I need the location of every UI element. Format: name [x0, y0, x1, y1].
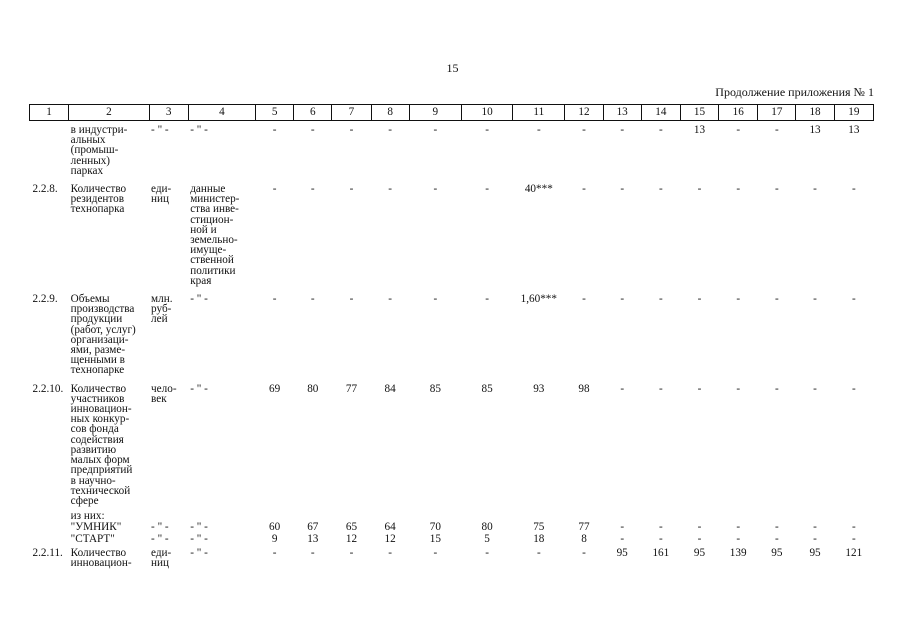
column-number-cell: 1 [30, 105, 69, 121]
value-cell: 85 [429, 382, 441, 395]
indicator-name: Количество участников инновацион- ных конкур- сов фонда содействия развитию малых форм предприятий в научно- технической сфере [70, 382, 133, 507]
table-row [30, 533, 874, 544]
column-number-cell: 15 [680, 105, 718, 121]
column-number-cell: 12 [565, 105, 603, 121]
unit-cell: еди- ниц [151, 546, 172, 569]
value-cell: - [433, 546, 438, 559]
value-cell: - [388, 293, 392, 306]
value-cell: - [310, 183, 315, 196]
source-cell: - " - [190, 124, 208, 136]
value-cell: - [697, 532, 702, 545]
value-cell: - [272, 546, 277, 559]
value-cell: - [310, 546, 315, 559]
value-cell: 69 [269, 382, 281, 395]
value-cell: - [851, 521, 856, 534]
indicator-code [30, 521, 69, 532]
value-cell: - [736, 124, 741, 136]
unit-cell: млн. руб- лей [151, 293, 173, 326]
value-cell: 18 [533, 532, 545, 545]
value-cell: - [736, 293, 741, 306]
empty-cell [332, 510, 371, 521]
value-cell: 95 [771, 546, 783, 559]
value-cell: - [388, 124, 392, 136]
value-cell: - [736, 382, 741, 395]
value-cell: 85 [481, 382, 493, 395]
value-cell: 80 [307, 382, 319, 395]
empty-cell [188, 510, 255, 521]
indicator-name: Объемы производства продукции (работ, услуг) организаци- ями, разме- щенными в технопарке [70, 293, 136, 377]
empty-cell [719, 510, 758, 521]
value-cell: - [813, 532, 817, 545]
table-row [30, 290, 874, 380]
value-cell: 95 [693, 546, 706, 559]
value-cell: - [485, 183, 489, 196]
empty-cell [680, 510, 718, 521]
value-cell: 60 [269, 521, 281, 534]
value-cell: 84 [384, 382, 396, 395]
value-cell: - [582, 293, 586, 306]
indicator-code [30, 533, 69, 544]
table-row [30, 380, 874, 510]
value-cell: 12 [345, 532, 358, 545]
value-cell: - [349, 183, 354, 196]
value-cell: - [582, 546, 586, 559]
value-cell: - [775, 183, 779, 196]
value-cell: - [658, 521, 663, 534]
column-number-cell: 17 [758, 105, 796, 121]
value-cell: - [697, 293, 702, 306]
table-row [30, 180, 874, 290]
value-cell: 75 [533, 521, 545, 534]
empty-cell [641, 510, 680, 521]
value-cell: - [620, 382, 625, 395]
value-cell: - [851, 293, 856, 306]
value-cell: 77 [345, 382, 358, 395]
value-cell: 65 [345, 521, 358, 534]
indicator-name: Количество резидентов технопарка [70, 183, 127, 216]
unit-cell: чело- век [151, 382, 177, 405]
empty-cell [409, 510, 461, 521]
page-number: 15 [446, 61, 459, 75]
indicator-name: "СТАРТ" [70, 532, 115, 545]
value-cell: 80 [481, 521, 493, 534]
empty-cell [758, 510, 796, 521]
value-cell: - [433, 293, 438, 306]
value-cell: - [349, 293, 354, 306]
value-cell: - [775, 382, 779, 395]
column-number-cell: 6 [294, 105, 332, 121]
value-cell: 70 [429, 521, 441, 534]
indicator-code: 2.2.10. [32, 382, 64, 395]
source-cell: данные министер- ства инве- стицион- ной и земельно- имуще- ственной политики края [190, 183, 240, 287]
value-cell: - [851, 183, 856, 196]
empty-cell [565, 510, 603, 521]
value-cell: - [775, 521, 779, 534]
empty-cell [256, 510, 294, 521]
value-cell: - [272, 124, 277, 136]
value-cell: - [582, 124, 586, 136]
value-cell: 77 [578, 521, 590, 534]
value-cell: 95 [616, 546, 628, 559]
column-number-cell: 5 [256, 105, 294, 121]
value-cell: 67 [307, 521, 319, 534]
empty-cell [294, 510, 332, 521]
value-cell: - [851, 532, 856, 545]
value-cell: 40*** [524, 183, 553, 196]
value-cell: 64 [384, 521, 396, 534]
value-cell: - [620, 183, 625, 196]
unit-cell: еди- ниц [151, 183, 172, 206]
value-cell: 139 [729, 546, 747, 559]
table-row [30, 121, 874, 181]
value-cell: - [388, 183, 392, 196]
value-cell: 13 [848, 124, 860, 136]
value-cell: 12 [384, 532, 396, 545]
value-cell: - [697, 382, 702, 395]
indicator-code: 2.2.9. [32, 293, 58, 306]
column-number-cell: 10 [461, 105, 512, 121]
unit-cell: - " - [151, 124, 169, 136]
value-cell: - [536, 546, 541, 559]
value-cell: - [736, 532, 741, 545]
value-cell: - [620, 124, 625, 136]
value-cell: - [697, 521, 702, 534]
column-number-cell: 7 [332, 105, 371, 121]
column-number-cell: 13 [603, 105, 641, 121]
value-cell: - [775, 293, 779, 306]
value-cell: 8 [581, 532, 587, 545]
value-cell: - [485, 124, 489, 136]
unit-cell: - " - [151, 521, 169, 534]
source-cell: - " - [190, 546, 208, 559]
value-cell: - [697, 183, 702, 196]
value-cell: - [658, 183, 663, 196]
value-cell: - [736, 183, 741, 196]
column-number-cell: 19 [834, 105, 873, 121]
column-number-cell: 2 [69, 105, 149, 121]
value-cell: - [658, 382, 663, 395]
value-cell: 5 [484, 532, 490, 545]
source-cell: - " - [190, 532, 208, 545]
indicators-table [29, 104, 874, 572]
source-cell: - " - [190, 521, 208, 534]
indicator-code: 2.2.11. [32, 546, 63, 559]
value-cell: 93 [533, 382, 545, 395]
value-cell: - [658, 532, 663, 545]
column-number-cell: 16 [719, 105, 758, 121]
value-cell: - [620, 532, 625, 545]
indicator-name: "УМНИК" [70, 521, 122, 534]
value-cell: - [272, 183, 277, 196]
value-cell: - [658, 293, 663, 306]
unit-cell: - " - [151, 532, 169, 545]
value-cell: 161 [652, 546, 670, 559]
empty-cell [796, 510, 834, 521]
value-cell: - [658, 124, 663, 136]
value-cell: - [736, 521, 741, 534]
value-cell: - [485, 546, 489, 559]
value-cell: 13 [693, 124, 706, 136]
table-body [30, 121, 874, 573]
column-number-row [30, 105, 874, 121]
value-cell: - [775, 532, 779, 545]
subheader-label: из них: [70, 510, 105, 523]
value-cell: - [349, 124, 354, 136]
value-cell: - [775, 124, 779, 136]
value-cell: - [349, 546, 354, 559]
empty-cell [834, 510, 873, 521]
value-cell: 13 [307, 532, 319, 545]
value-cell: - [813, 382, 817, 395]
indicator-code: 2.2.8. [32, 183, 58, 196]
value-cell: - [813, 293, 817, 306]
table-row [30, 544, 874, 572]
value-cell: - [536, 124, 541, 136]
value-cell: 98 [578, 382, 590, 395]
continuation-note: Продолжение приложения № 1 [715, 85, 874, 99]
column-number-cell: 11 [513, 105, 565, 121]
column-number-cell: 4 [188, 105, 255, 121]
value-cell: - [485, 293, 489, 306]
value-cell: - [433, 124, 438, 136]
column-number-cell: 18 [796, 105, 834, 121]
empty-cell [149, 510, 188, 521]
value-cell: - [388, 546, 392, 559]
indicator-code [30, 121, 69, 181]
value-cell: - [582, 183, 586, 196]
source-cell: - " - [190, 382, 208, 395]
column-number-cell: 8 [371, 105, 409, 121]
value-cell: 1,60*** [520, 293, 557, 306]
column-number-cell: 14 [641, 105, 680, 121]
value-cell: - [851, 382, 856, 395]
value-cell: 9 [271, 532, 278, 545]
table-row [30, 521, 874, 532]
value-cell: 15 [429, 532, 441, 545]
empty-cell [371, 510, 409, 521]
value-cell: - [813, 521, 817, 534]
value-cell: - [813, 183, 817, 196]
column-number-cell: 3 [149, 105, 188, 121]
value-cell: - [620, 293, 625, 306]
value-cell: - [310, 124, 315, 136]
value-cell: 121 [845, 546, 863, 559]
value-cell: 13 [809, 124, 821, 136]
indicator-code [30, 510, 69, 521]
table-row [30, 510, 874, 521]
value-cell: - [310, 293, 315, 306]
value-cell: - [272, 293, 277, 306]
empty-cell [461, 510, 512, 521]
value-cell: 95 [809, 546, 821, 559]
empty-cell [603, 510, 641, 521]
source-cell: - " - [190, 293, 208, 306]
empty-cell [513, 510, 565, 521]
indicator-name: в индустри- альных (промыш- ленных) парках [70, 124, 128, 177]
column-number-cell: 9 [409, 105, 461, 121]
indicator-name: Количество инновацион- [70, 546, 132, 569]
value-cell: - [433, 183, 438, 196]
value-cell: - [620, 521, 625, 534]
